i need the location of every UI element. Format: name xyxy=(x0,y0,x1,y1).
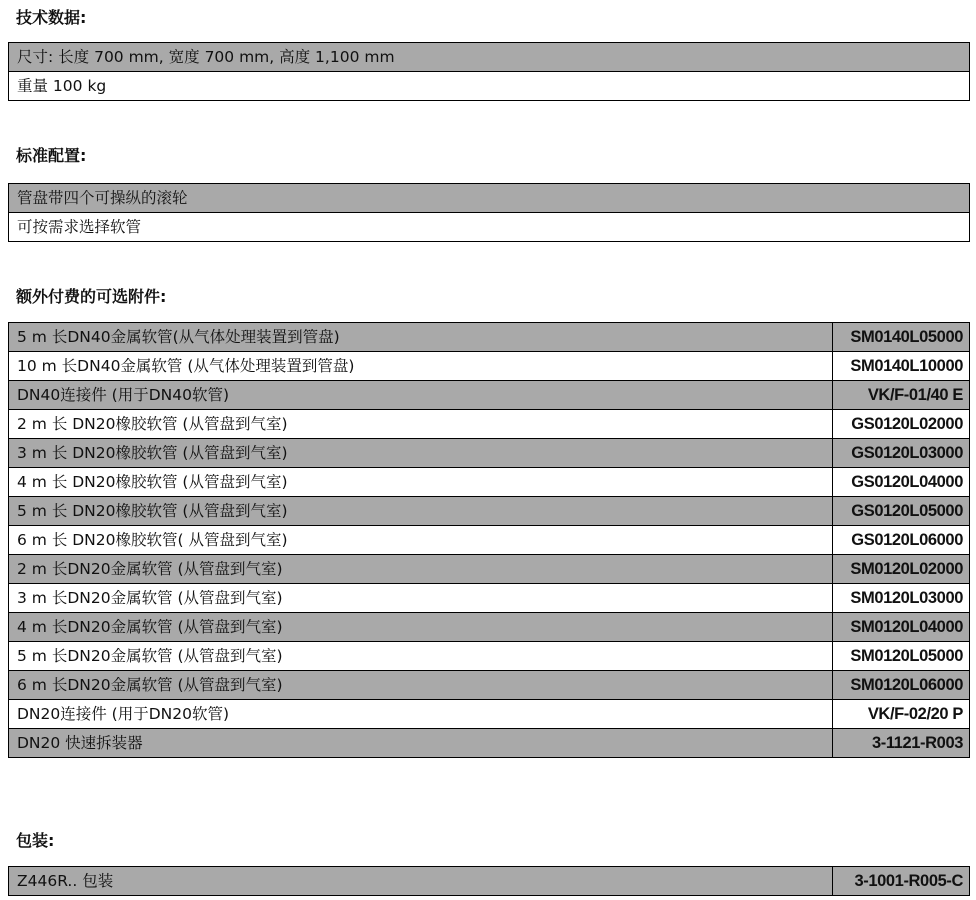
table-row xyxy=(9,352,970,381)
table-row xyxy=(9,555,970,584)
part-number: SM0140L05000 xyxy=(833,323,970,352)
row-text: DN20 快速拆装器 xyxy=(9,729,833,758)
part-number: 3-1121-R003 xyxy=(833,729,970,758)
row-text: 5 m 长DN40金属软管(从气体处理装置到管盘) xyxy=(9,323,833,352)
table-row xyxy=(9,584,970,613)
row-text: 可按需求选择软管 xyxy=(9,213,970,242)
part-number: GS0120L06000 xyxy=(833,526,970,555)
row-text: DN20连接件 (用于DN20软管) xyxy=(9,700,833,729)
row-text: 5 m 长DN20金属软管 (从管盘到气室) xyxy=(9,642,833,671)
packaging-heading: 包装: xyxy=(16,831,55,850)
part-number: SM0120L05000 xyxy=(833,642,970,671)
part-number: 3-1001-R005-C xyxy=(833,867,970,896)
row-text: 4 m 长DN20金属软管 (从管盘到气室) xyxy=(9,613,833,642)
table-row xyxy=(9,381,970,410)
packaging-table xyxy=(8,866,970,896)
part-number: VK/F-01/40 E xyxy=(833,381,970,410)
row-text: 2 m 长DN20金属软管 (从管盘到气室) xyxy=(9,555,833,584)
table-row xyxy=(9,613,970,642)
row-text: 重量 100 kg xyxy=(9,72,970,101)
table-row xyxy=(9,439,970,468)
table-row xyxy=(9,72,970,101)
part-number: SM0120L03000 xyxy=(833,584,970,613)
table-row xyxy=(9,184,970,213)
table-row xyxy=(9,671,970,700)
row-text: Z446R.. 包装 xyxy=(9,867,833,896)
row-text: 3 m 长DN20金属软管 (从管盘到气室) xyxy=(9,584,833,613)
part-number: GS0120L03000 xyxy=(833,439,970,468)
row-text: 6 m 长 DN20橡胶软管( 从管盘到气室) xyxy=(9,526,833,555)
optional-heading: 额外付费的可选附件: xyxy=(16,287,167,306)
part-number: SM0120L02000 xyxy=(833,555,970,584)
table-row xyxy=(9,526,970,555)
table-row xyxy=(9,468,970,497)
part-number: GS0120L02000 xyxy=(833,410,970,439)
table-row xyxy=(9,43,970,72)
row-text: 尺寸: 长度 700 mm, 宽度 700 mm, 高度 1,100 mm xyxy=(9,43,970,72)
table-row xyxy=(9,700,970,729)
part-number: GS0120L05000 xyxy=(833,497,970,526)
part-number: SM0120L06000 xyxy=(833,671,970,700)
standard-table xyxy=(8,183,970,242)
technical-heading: 技术数据: xyxy=(16,8,87,27)
table-row xyxy=(9,867,970,896)
row-text: 4 m 长 DN20橡胶软管 (从管盘到气室) xyxy=(9,468,833,497)
row-text: 3 m 长 DN20橡胶软管 (从管盘到气室) xyxy=(9,439,833,468)
row-text: 5 m 长 DN20橡胶软管 (从管盘到气室) xyxy=(9,497,833,526)
table-row xyxy=(9,642,970,671)
row-text: 管盘带四个可操纵的滚轮 xyxy=(9,184,970,213)
part-number: VK/F-02/20 P xyxy=(833,700,970,729)
row-text: 10 m 长DN40金属软管 (从气体处理装置到管盘) xyxy=(9,352,833,381)
table-row xyxy=(9,497,970,526)
standard-heading: 标准配置: xyxy=(16,146,87,165)
part-number: SM0120L04000 xyxy=(833,613,970,642)
table-row xyxy=(9,323,970,352)
row-text: DN40连接件 (用于DN40软管) xyxy=(9,381,833,410)
row-text: 6 m 长DN20金属软管 (从管盘到气室) xyxy=(9,671,833,700)
table-row xyxy=(9,410,970,439)
part-number: GS0120L04000 xyxy=(833,468,970,497)
technical-table xyxy=(8,42,970,101)
row-text: 2 m 长 DN20橡胶软管 (从管盘到气室) xyxy=(9,410,833,439)
part-number: SM0140L10000 xyxy=(833,352,970,381)
table-row xyxy=(9,729,970,758)
optional-table xyxy=(8,322,970,758)
table-row xyxy=(9,213,970,242)
